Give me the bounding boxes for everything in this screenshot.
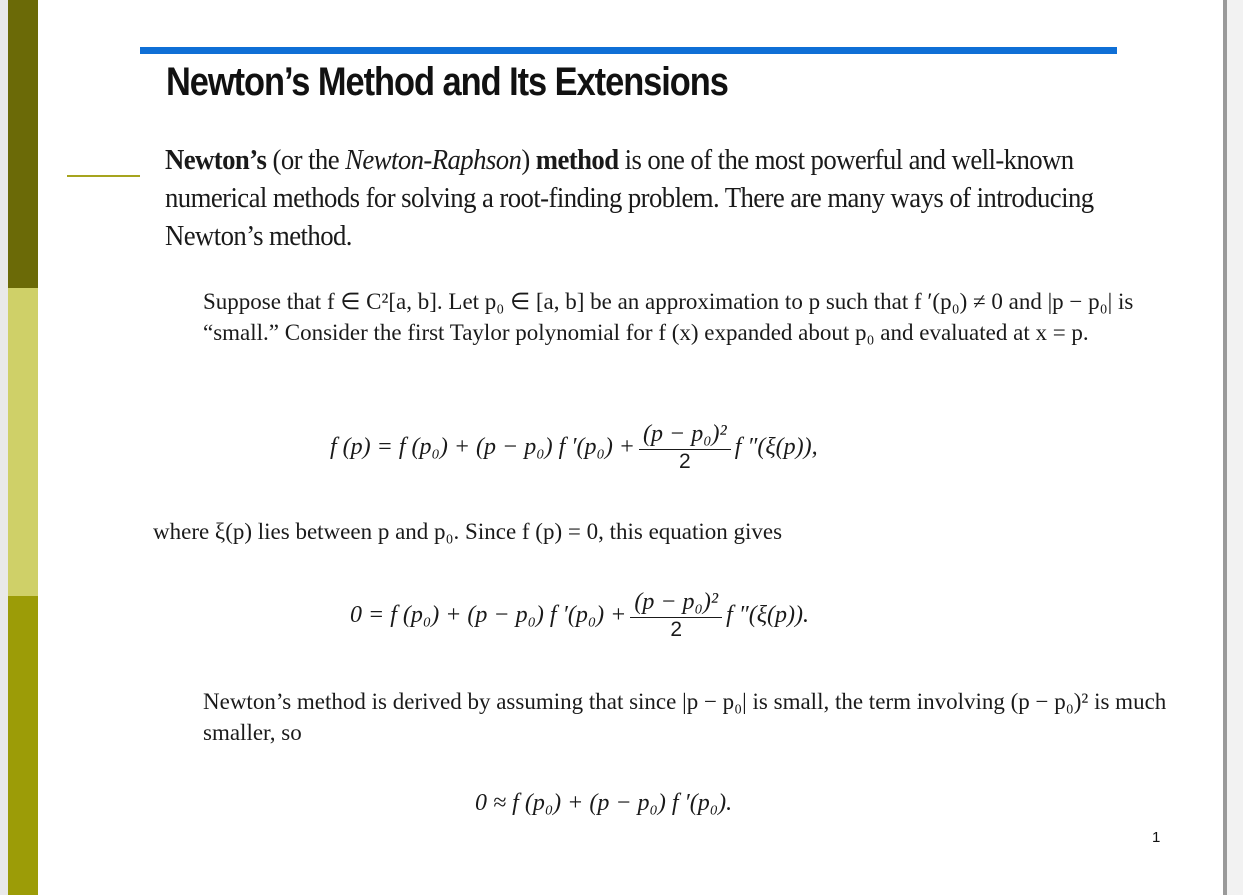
taylor-expansion-equation <box>330 420 818 474</box>
intro-text-2: ) <box>521 145 536 176</box>
page-number: 1 <box>1152 829 1161 846</box>
eq1-rhs: f ″(ξ(p)), <box>734 433 818 460</box>
intro-paragraph <box>165 142 1120 256</box>
eq2-lhs: 0 = f (p₀) + (p − p₀) f ′(p₀) + <box>350 601 627 628</box>
taylor-setup-paragraph: Suppose that f ∈ C²[a, b]. Let p₀ ∈ [a, b] be an approximation to p such that f ′(p₀) ≠ 0 and |p − p₀| is “small.” Consider the first Taylor polynomial for f (x) expanded about p₀ and evaluated at x = p. <box>203 289 1134 345</box>
intro-italic-newton-raphson: Newton-Raphson <box>345 145 522 176</box>
eq1-lhs: f (p) = f (p₀) + (p − p₀) f ′(p₀) + <box>330 433 636 460</box>
root-equation <box>350 588 809 642</box>
intro-bold-newtons: Newton’s <box>165 145 267 176</box>
eq2-denominator: 2 <box>670 618 683 641</box>
slide-title: Newton’s Method and Its Extensions <box>166 60 728 104</box>
side-color-bar-dark <box>8 0 38 288</box>
left-page-edge <box>0 0 8 895</box>
side-color-bar-light <box>8 288 38 596</box>
eq2-fraction <box>630 588 722 642</box>
eq1-denominator: 2 <box>679 450 691 473</box>
derivation-paragraph: Newton’s method is derived by assuming that since |p − p₀| is small, the term involving (p − p₀)² is much smaller, so <box>203 689 1167 745</box>
title-accent-rule <box>140 47 1117 54</box>
eq1-fraction <box>639 420 731 474</box>
linear-approximation-equation: 0 ≈ f (p₀) + (p − p₀) f ′(p₀). <box>475 790 733 816</box>
intro-text-1: (or the <box>266 145 346 176</box>
eq2-rhs: f ″(ξ(p)). <box>726 601 809 628</box>
eq2-numerator: (p − p₀)² <box>630 588 722 618</box>
intro-bold-method: method <box>535 145 619 176</box>
intro-marker-line <box>67 175 140 177</box>
right-page-edge <box>1223 0 1243 895</box>
side-color-bar-mid <box>8 596 38 895</box>
xi-explanation-paragraph: where ξ(p) lies between p and p₀. Since f (p) = 0, this equation gives <box>153 519 783 544</box>
eq1-numerator: (p − p₀)² <box>639 420 731 450</box>
intro-text-3: is one of the most powerful and well-known numerical methods for solving a root-finding problem. There are many ways of introducing Newton’s method. <box>165 145 1094 252</box>
